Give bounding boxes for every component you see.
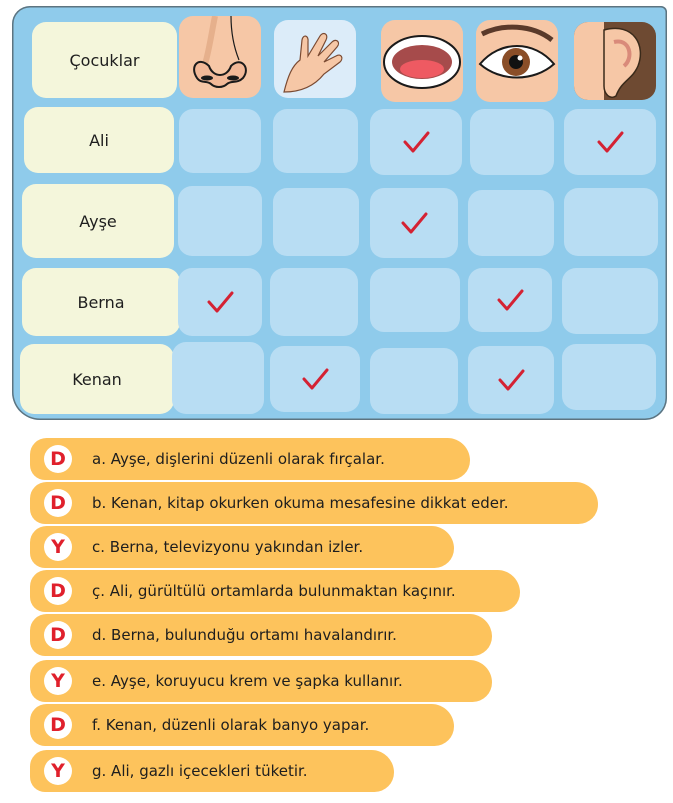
answer-badge[interactable]: D — [44, 711, 72, 739]
check-cell[interactable] — [270, 268, 358, 336]
check-cell[interactable] — [370, 348, 458, 414]
check-cell[interactable] — [270, 346, 360, 412]
statement-b — [30, 482, 598, 524]
check-cell[interactable] — [564, 109, 656, 175]
header-label-cell — [32, 22, 177, 98]
statement-f — [30, 704, 454, 746]
statement-text: d. Berna, bulunduğu ortamı havalandırır. — [92, 626, 397, 644]
eye-icon — [476, 20, 558, 102]
header-label: Çocuklar — [69, 50, 140, 70]
statement-g — [30, 750, 394, 792]
statement-text: f. Kenan, düzenli olarak banyo yapar. — [92, 716, 370, 734]
checklist-board — [12, 6, 667, 420]
checkmark-icon — [495, 285, 525, 315]
statement-text: c. Berna, televizyonu yakından izler. — [92, 538, 364, 556]
answer-badge[interactable]: D — [44, 621, 72, 649]
checkmark-icon — [300, 364, 330, 394]
statement-c-cedilla — [30, 570, 520, 612]
answer-badge[interactable]: D — [44, 577, 72, 605]
check-cell[interactable] — [468, 346, 554, 414]
hand-icon — [274, 20, 356, 98]
answer-badge[interactable]: Y — [44, 757, 72, 785]
checkmark-icon — [595, 127, 625, 157]
row-name-cell — [22, 268, 180, 336]
statement-text: ç. Ali, gürültülü ortamlarda bulunmaktan kaçınır. — [92, 582, 456, 600]
mouth-icon — [381, 20, 463, 102]
statement-text: a. Ayşe, dişlerini düzenli olarak fırçalar. — [92, 450, 385, 468]
check-cell[interactable] — [370, 109, 462, 175]
nose-icon — [179, 16, 261, 98]
checkmark-icon — [399, 208, 429, 238]
row-name-cell — [22, 184, 174, 258]
check-cell[interactable] — [470, 109, 554, 175]
checkmark-icon — [205, 287, 235, 317]
statement-a — [30, 438, 470, 480]
checkmark-icon — [401, 127, 431, 157]
check-cell[interactable] — [370, 268, 460, 332]
statement-text: e. Ayşe, koruyucu krem ve şapka kullanır. — [92, 672, 403, 690]
check-cell[interactable] — [273, 109, 358, 173]
row-name: Ali — [89, 130, 109, 150]
check-cell[interactable] — [562, 344, 656, 410]
check-cell[interactable] — [370, 188, 458, 258]
row-name: Kenan — [72, 369, 122, 389]
check-cell[interactable] — [178, 268, 262, 336]
answer-badge[interactable]: D — [44, 445, 72, 473]
statement-d — [30, 614, 492, 656]
check-cell[interactable] — [179, 109, 261, 173]
check-cell[interactable] — [564, 188, 658, 256]
answer-badge[interactable]: Y — [44, 667, 72, 695]
statement-e — [30, 660, 492, 702]
row-name-cell — [24, 107, 174, 173]
row-name-cell — [20, 344, 174, 414]
row-name: Ayşe — [79, 211, 117, 231]
statement-c — [30, 526, 454, 568]
checkmark-icon — [496, 365, 526, 395]
check-cell[interactable] — [273, 188, 359, 256]
check-cell[interactable] — [172, 342, 264, 414]
check-cell[interactable] — [178, 186, 262, 256]
check-cell[interactable] — [468, 268, 552, 332]
answer-badge[interactable]: Y — [44, 533, 72, 561]
statement-text: g. Ali, gazlı içecekleri tüketir. — [92, 762, 308, 780]
check-cell[interactable] — [562, 268, 658, 334]
check-cell[interactable] — [468, 190, 554, 256]
row-name: Berna — [77, 292, 125, 312]
answer-badge[interactable]: D — [44, 489, 72, 517]
statement-text: b. Kenan, kitap okurken okuma mesafesine dikkat eder. — [92, 494, 509, 512]
ear-icon — [574, 22, 656, 100]
